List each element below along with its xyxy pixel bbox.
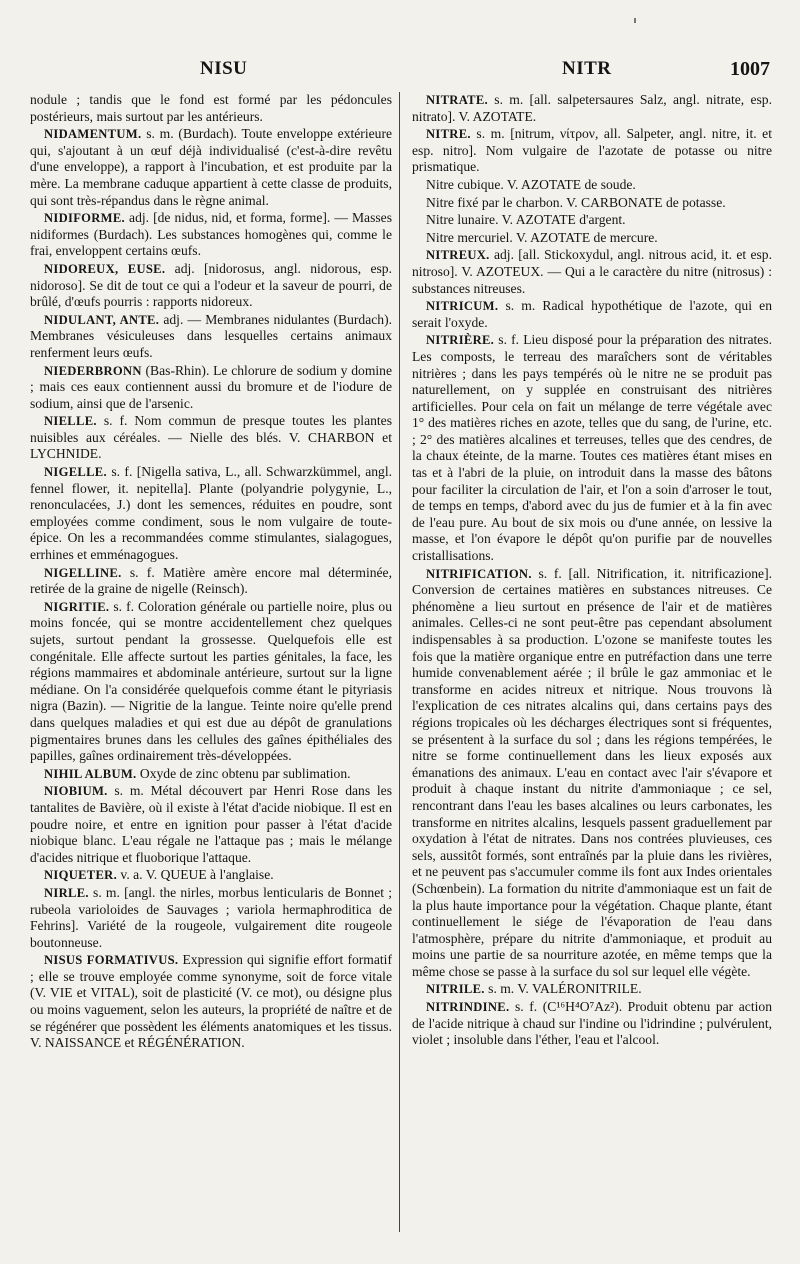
- entry-definition: s. m. Métal découvert par Henri Rose dans les tantalites de Bavière, où il existe à l'état d'acide niobique. Il est en poudre noire, et entre en ignition pour passer à l'état d'acide niobique blanc. L'eau régale ne l'attaque pas ; mais le mélange d'acides nitrique et fluoborique l'attaque.: [30, 783, 392, 865]
- entry-headword: NIRLE.: [44, 885, 89, 900]
- dictionary-entry: [30, 210, 392, 260]
- entry-definition: s. m. [angl. the nirles, morbus lenticularis de Bonnet ; rubeola varioloides de Sauvages ; variola hermaphroditica de Fehrins]. Variété de la rougeole, vulgairement dite rougeole boutonneuse.: [30, 884, 392, 950]
- entry-definition: Oxyde de zinc obtenu par sublimation.: [136, 765, 351, 781]
- entry-headword: NIELLE.: [44, 414, 97, 429]
- left-column: [30, 92, 392, 1053]
- dictionary-entry: [30, 126, 392, 209]
- entry-headword: NITRIFICATION.: [426, 566, 532, 581]
- page-number: 1007: [730, 58, 770, 80]
- page-header: [30, 58, 770, 88]
- entry-definition: s. f. [all. Nitrification, it. nitrificazione]. Conversion de certaines matières en substances nitreuses. Ce phénomène a lieu surtout en présence de l'air et de matières animales. Celles-ci ne sont peut-être pas cependant absolument indispensables à sa production. L'ozone se manifeste toutes les fois que la matière organique entre en putréfaction dans une terre humide convenablement aérée ; il brûle le gaz ammoniac et le transforme en acides nitreux et nitrique. Nous trouvons là l'explication de ces nitrates alcalins qui, dans certains pays des régions tropicales où les décharges électriques sont si fréquentes, se présentent à la surface du sol ; dans les régions tempérées, le nitre se forme continuellement dans les lieux exposés aux émanations des animaux. L'eau en contact avec l'air s'évapore et produit à chaque instant du nitrite d'ammoniaque ; ce sel, rencontrant dans l'eau les bases alcalines ou leurs carbonates, les transforme en nitrites alcalins, lesquels passent graduellement par oxydation à l'état de nitrates. Dans nos contrées pluvieuses, ces sels, aussitôt formés, sont entraînés par la pluie dans les rivières, et ne peuvent pas s'accumuler comme ils font aux Indes orientales (Schœnbein). La formation du nitrite d'ammoniaque est un fait de la plus haute importance pour la végétation. Chaque plante, étant continuellement le siége de l'évaporation de l'eau dans l'atmosphère, prépare du nitrite d'ammoniaque, et produit au moins une partie de sa nourriture azotée, en même temps que la même chose se passe à la surface du sol sur lequel elle végète.: [412, 565, 772, 979]
- dictionary-entry: [30, 885, 392, 951]
- entry-definition: s. f. [Nigella sativa, L., all. Schwarzkümmel, angl. fennel flower, it. nepitella]. Plante (polyandrie polygynie, L., renonculacées, J.) dont les semences, réduites en poudre, sont employées comme condiment, sous le nom vulgaire de toute-épice. On les a recommandées comme stimulantes, sialagogues, errhines et emménagogues.: [30, 464, 392, 563]
- dictionary-entry: [30, 363, 392, 413]
- dictionary-entry: [412, 177, 772, 194]
- entry-definition: Nitre cubique. V. AZOTATE de soude.: [426, 176, 636, 192]
- dictionary-entry: [412, 332, 772, 564]
- dictionary-entry: [30, 92, 392, 125]
- entry-definition: nodule ; tandis que le fond est formé par les pédoncules postérieurs, mais surtout par les antérieurs.: [30, 92, 392, 124]
- print-mark: [634, 18, 636, 23]
- entry-headword: NIQUETER.: [44, 868, 118, 883]
- right-column: [412, 92, 772, 1050]
- dictionary-entry: [412, 92, 772, 125]
- entry-headword: NIGRITIE.: [44, 599, 110, 614]
- running-head-right: NITR: [562, 58, 612, 79]
- entry-definition: v. a. V. QUEUE à l'anglaise.: [117, 867, 274, 883]
- dictionary-entry: [412, 195, 772, 212]
- entry-definition: s. f. Coloration générale ou partielle noire, plus ou moins foncée, qui se montre accidentellement chez quelques sujets, surtout pendant la grossesse. Quelquefois elle est congénitale. Elle affecte surtout les parties génitales, la face, les régions mammaires et abdominale antérieure, surtout sur la ligne médiane. On l'a considérée quelquefois comme étant le pityriasis nigra (Bazin). — Nigritie de la langue. Teinte noire qu'elle prend dans quelques maladies et qui est due au dépôt de granulations pigmentaires brunes dans les cellules des gaînes épithéliales des papilles, gaînes ordinairement très-développées.: [30, 598, 392, 764]
- entry-headword: NIDULANT, ANTE.: [44, 312, 160, 327]
- dictionary-entry: [412, 212, 772, 229]
- entry-headword: NITRINDINE.: [426, 1000, 510, 1015]
- dictionary-entry: [30, 766, 392, 783]
- entry-definition: (Bas-Rhin). Le chlorure de sodium y domine ; mais ces eaux contiennent aussi du bromure et de l'iodure de sodium, ainsi que de l'arsenic.: [30, 362, 392, 411]
- dictionary-entry: [412, 247, 772, 297]
- entry-definition: adj. — Membranes nidulantes (Burdach). Membranes vésiculeuses dans lesquelles certains animaux renferment leurs œufs.: [30, 311, 392, 360]
- entry-definition: s. m. Radical hypothétique de l'azote, qui en serait l'oxyde.: [412, 298, 772, 330]
- entry-headword: NITRE.: [426, 127, 471, 142]
- entry-definition: s. f. Nom commun de presque toutes les plantes nuisibles aux céréales. — Nielle des blés. V. CHARBON et LYCHNIDE.: [30, 413, 392, 462]
- entry-definition: Nitre lunaire. V. AZOTATE d'argent.: [426, 212, 626, 228]
- entry-definition: s. f. Matière amère encore mal déterminée, retirée de la graine de nigelle (Reinsch).: [30, 564, 392, 597]
- dictionary-entry: [30, 783, 392, 866]
- entry-definition: s. m. (Burdach). Toute enveloppe extérieure qui, s'ajoutant à un œuf déjà individualisé (c'est-à-dire revêtu d'une enveloppe), a rapport à l'incubation, et est produite par la mère. La membrane caduque appartient à cette classe de produits, qui sont très-répandus dans le règne animal.: [30, 126, 392, 208]
- entry-headword: NIHIL ALBUM.: [44, 766, 137, 781]
- entry-headword: NISUS FORMATIVUS.: [44, 953, 179, 968]
- entry-definition: s. m. [all. salpetersaures Salz, angl. nitrate, esp. nitrato]. V. AZOTATE.: [412, 92, 772, 124]
- entry-headword: NIOBIUM.: [44, 784, 108, 799]
- entry-definition: Nitre mercuriel. V. AZOTATE de mercure.: [426, 229, 658, 245]
- entry-headword: NIDAMENTUM.: [44, 127, 142, 142]
- entry-headword: NITRILE.: [426, 982, 485, 997]
- dictionary-entry: [412, 126, 772, 176]
- entry-definition: adj. [all. Stickoxydul, angl. nitrous acid, it. et esp. nitroso]. V. AZOTEUX. — Qui a le caractère du nitre (nitrosus) : substances nitreuses.: [412, 247, 772, 296]
- dictionary-entry: [412, 230, 772, 247]
- dictionary-entry: [30, 261, 392, 311]
- running-head-left: NISU: [200, 58, 248, 79]
- entry-definition: Nitre fixé par le charbon. V. CARBONATE de potasse.: [426, 194, 726, 210]
- dictionary-entry: [30, 565, 392, 598]
- dictionary-entry: [412, 298, 772, 331]
- entry-headword: NIGELLE.: [44, 465, 107, 480]
- dictionary-entry: [30, 867, 392, 884]
- dictionary-entry: [30, 464, 392, 564]
- entry-definition: s. m. V. VALÉRONITRILE.: [484, 981, 642, 997]
- entry-headword: NITRATE.: [426, 93, 488, 107]
- entry-headword: NITRICUM.: [426, 299, 499, 314]
- dictionary-entry: [30, 413, 392, 463]
- column-divider: [399, 92, 400, 1232]
- dictionary-entry: [30, 952, 392, 1052]
- entry-definition: s. f. (C¹⁶H⁴O⁷Az²). Produit obtenu par action de l'acide nitrique à chaud sur l'indine ou l'idrindine ; pulvérulent, violet ; insoluble dans l'éther, l'eau et l'alcool.: [412, 999, 772, 1048]
- entry-headword: NIDIFORME.: [44, 211, 126, 226]
- entry-headword: NIEDERBRONN: [44, 363, 142, 378]
- dictionary-entry: [30, 312, 392, 362]
- entry-definition: adj. [de nidus, nid, et forma, forme]. — Masses nidiformes (Burdach). Les substances homogènes qui, comme le frai, enveloppent certains œufs.: [30, 210, 392, 259]
- dictionary-entry: [412, 981, 772, 998]
- entry-definition: adj. [nidorosus, angl. nidorous, esp. nidoroso]. Se dit de tout ce qui a l'odeur et la saveur de pourri, de brûlé, d'œufs pourris : rapports nidoreux.: [30, 260, 393, 310]
- entry-headword: NITRIÈRE.: [426, 333, 495, 348]
- entry-definition: s. m. [nitrum, νίτρον, all. Salpeter, angl. nitre, it. et esp. nitro]. Nom vulgaire de l'azotate de potasse ou nitre prismatique.: [412, 126, 772, 175]
- entry-headword: NIDOREUX, EUSE.: [44, 261, 166, 276]
- dictionary-entry: [412, 566, 772, 981]
- dictionary-entry: [412, 999, 772, 1049]
- entry-headword: NITREUX.: [426, 248, 490, 263]
- entry-definition: Expression qui signifie effort formatif ; elle se trouve employée comme synonyme, soit de force vitale (V. VIE et VITAL), soit de plasticité (V. ce mot), ou désigne plus ou moins vaguement, selon les auteurs, la propriété de naître et de se régénérer que possèdent les éléments anatomiques et les tissus. V. NAISSANCE et RÉGÉNÉRATION.: [30, 952, 392, 1051]
- entry-definition: s. f. Lieu disposé pour la préparation des nitrates. Les composts, le terreau des maraîchers sont de véritables nitrières ; dans les pays tempérés où le nitre ne se produit pas naturellement, on y supplée en construisant des nitrières artificielles. Pour cela on fait un mélange de terre végétale avec 1° des matières riches en azote, telles que du sang, de l'urine, etc. ; 2° des matières alcalines et terreuses, telles que des cendres, de la chaux éteinte, de la marne. Toutes ces matières étant mises en tas et à l'abri de la pluie, on introduit dans la masse des bâtons pour faciliter la circulation de l'air, et l'on a soin d'arroser le tout, de temps en temps, d'abord avec du jus de fumier et à la fin avec de l'eau pure. Au bout de six mois ou d'une année, on lessive la masse, et l'on évapore le dépôt qu'on purifie par de nouvelles cristallisations.: [412, 332, 772, 564]
- dictionary-entry: [30, 599, 392, 765]
- entry-headword: NIGELLINE.: [44, 565, 122, 580]
